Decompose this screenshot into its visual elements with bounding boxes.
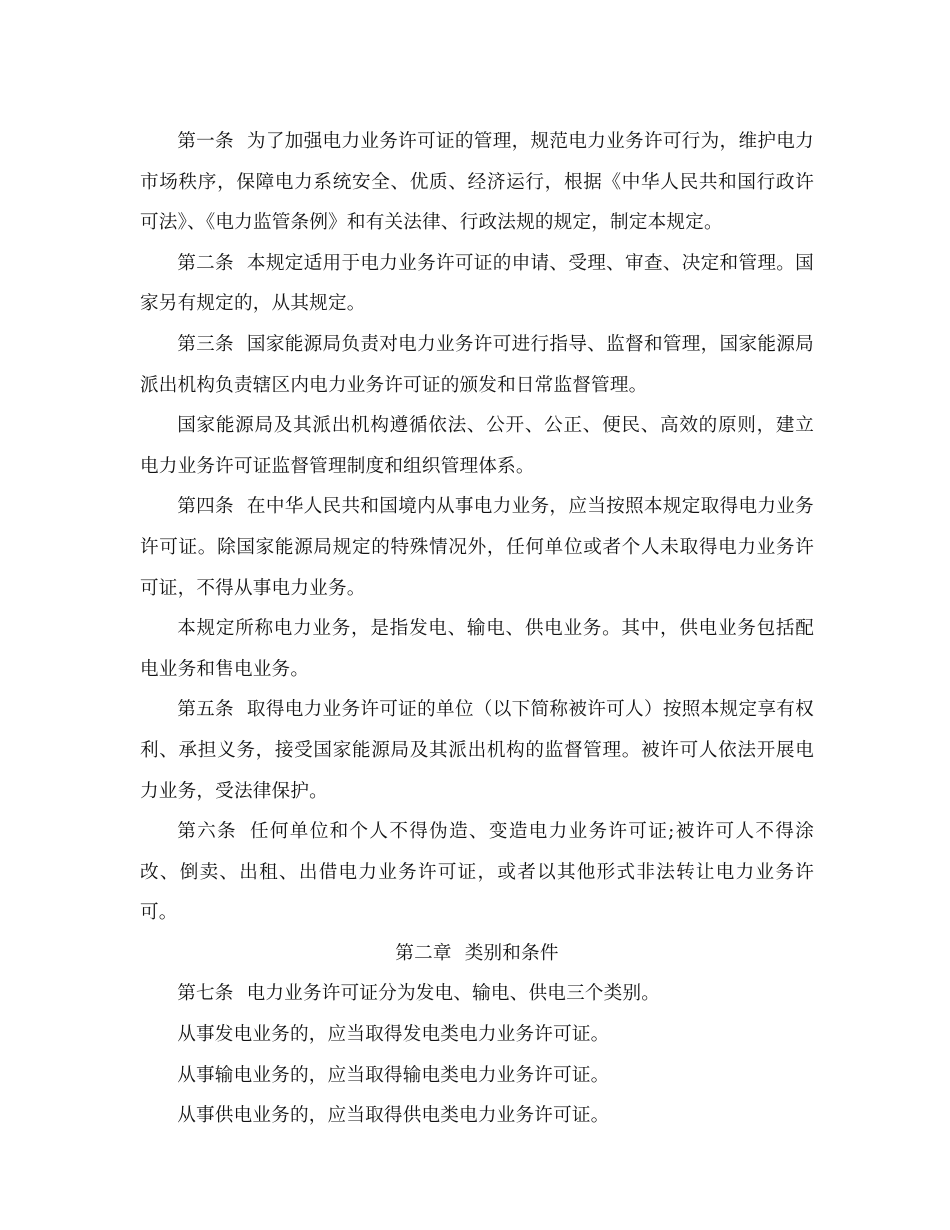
article-7-paragraph-4 bbox=[140, 1096, 814, 1137]
article-label: 第三条 bbox=[177, 333, 234, 355]
paragraph-text: 国家能源局及其派出机构遵循依法、公开、公正、便民、高效的原则，建立电力业务许可证监督管理制度和组织管理体系。 bbox=[140, 415, 814, 477]
article-3-paragraph-2 bbox=[140, 406, 814, 487]
article-text: 本规定适用于电力业务许可证的申请、受理、审查、决定和管理。国家另有规定的，从其规定。 bbox=[140, 252, 814, 315]
article-label: 第四条 bbox=[177, 496, 234, 518]
article-7-paragraph-3 bbox=[140, 1056, 814, 1097]
article-3 bbox=[140, 325, 814, 406]
article-label: 第五条 bbox=[177, 699, 234, 721]
article-text: 任何单位和个人不得伪造、变造电力业务许可证;被许可人不得涂改、倒卖、出租、出借电力业务许可证，或者以其他形式非法转让电力业务许可。 bbox=[140, 821, 814, 924]
article-label: 第二条 bbox=[177, 252, 234, 274]
article-7 bbox=[140, 974, 814, 1015]
chapter-title: 类别和条件 bbox=[464, 942, 559, 964]
article-label: 第一条 bbox=[177, 131, 234, 152]
article-text: 电力业务许可证分为发电、输电、供电三个类别。 bbox=[246, 983, 661, 1005]
paragraph-text: 从事发电业务的，应当取得发电类电力业务许可证。 bbox=[177, 1024, 610, 1046]
article-7-paragraph-2 bbox=[140, 1015, 814, 1056]
article-label: 第七条 bbox=[177, 983, 234, 1005]
article-text: 为了加强电力业务许可证的管理，规范电力业务许可行为，维护电力市场秩序，保障电力系统安全、优质、经济运行，根据《中华人民共和国行政许可法》、《电力监管条例》和有关法律、行政法规的规定，制定本规定。 bbox=[140, 131, 814, 234]
article-6 bbox=[140, 812, 814, 934]
article-4 bbox=[140, 487, 814, 609]
article-text: 取得电力业务许可证的单位（以下简称被许可人）按照本规定享有权利、承担义务，接受国家能源局及其派出机构的监督管理。被许可人依法开展电力业务，受法律保护。 bbox=[140, 699, 814, 802]
paragraph-text: 从事供电业务的，应当取得供电类电力业务许可证。 bbox=[177, 1105, 610, 1127]
document-body bbox=[140, 122, 814, 1137]
article-text: 国家能源局负责对电力业务许可进行指导、监督和管理，国家能源局派出机构负责辖区内电力业务许可证的颁发和日常监督管理。 bbox=[140, 333, 814, 396]
chapter-label: 第二章 bbox=[395, 942, 452, 964]
article-4-paragraph-2 bbox=[140, 609, 814, 690]
article-label: 第六条 bbox=[177, 821, 237, 843]
paragraph-text: 本规定所称电力业务，是指发电、输电、供电业务。其中，供电业务包括配电业务和售电业务。 bbox=[140, 618, 814, 680]
article-5 bbox=[140, 690, 814, 812]
article-text: 在中华人民共和国境内从事电力业务，应当按照本规定取得电力业务许可证。除国家能源局规定的特殊情况外，任何单位或者个人未取得电力业务许可证，不得从事电力业务。 bbox=[140, 496, 814, 599]
chapter-heading bbox=[140, 934, 814, 975]
article-2 bbox=[140, 244, 814, 325]
paragraph-text: 从事输电业务的，应当取得输电类电力业务许可证。 bbox=[177, 1064, 610, 1086]
article-1 bbox=[140, 122, 814, 244]
